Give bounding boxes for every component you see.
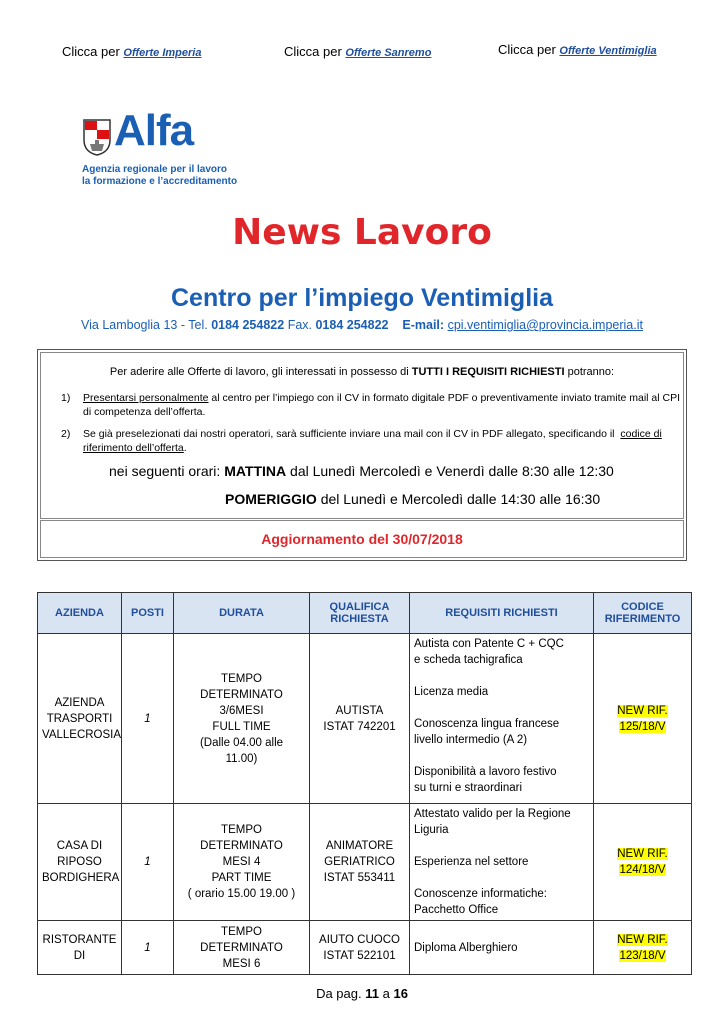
item2-underlined: codice di riferimento dell’offerta xyxy=(83,428,662,454)
top-link-imperia-group xyxy=(62,44,201,59)
update-panel xyxy=(40,520,684,558)
cell-azienda xyxy=(38,634,122,804)
codice-ref: 124/18/V xyxy=(619,864,666,876)
qualifica-line: ISTAT 553411 xyxy=(323,872,396,884)
codice-new-badge: NEW RIF. xyxy=(617,848,668,860)
link-offerte-sanremo[interactable]: Offerte Sanremo xyxy=(345,47,432,59)
hours1-post: dal Lunedì Mercoledì e Venerdì dalle 8:30 alle 12:30 xyxy=(290,463,614,479)
requisito-line: Licenza media xyxy=(414,686,489,698)
top-link-prefix: Clicca per xyxy=(62,44,120,59)
azienda-line: BORDIGHERA xyxy=(42,872,120,884)
logo-subtitle xyxy=(82,164,237,188)
intro-bold: TUTTI I REQUISITI RICHIESTI xyxy=(411,366,565,378)
footer-to: 16 xyxy=(393,986,408,1001)
qualifica-line: AIUTO CUOCO xyxy=(319,933,400,946)
table-row xyxy=(38,634,692,804)
item-number: 2) xyxy=(61,428,71,440)
footer-pre: Da pag. xyxy=(316,986,362,1001)
info-box xyxy=(37,349,687,561)
top-link-sanremo-group xyxy=(284,44,431,59)
cell-durata xyxy=(174,804,310,921)
hours2-bold: POMERIGGIO xyxy=(225,491,317,507)
durata-line: MESI 4 xyxy=(222,856,261,868)
link-offerte-ventimiglia[interactable]: Offerte Ventimiglia xyxy=(559,45,657,57)
durata-line: DETERMINATO xyxy=(200,941,283,954)
header-durata: DURATA xyxy=(174,593,310,634)
qualifica-line: ISTAT 742201 xyxy=(323,720,396,733)
requisito-line: livello intermedio (A 2) xyxy=(414,734,528,746)
codice-ref: 123/18/V xyxy=(619,949,666,962)
footer-from: 11 xyxy=(365,986,379,1001)
cell-azienda xyxy=(38,804,122,921)
alfa-logo xyxy=(80,106,250,192)
requisito-line: Disponibilità a lavoro festivo xyxy=(414,766,557,778)
top-link-prefix: Clicca per xyxy=(498,42,556,57)
item2-post: . xyxy=(183,442,187,454)
liguria-shield-icon xyxy=(82,116,112,156)
cell-posti: 1 xyxy=(122,804,174,921)
azienda-line: CASA DI xyxy=(56,840,103,852)
azienda-line: RIPOSO xyxy=(57,856,102,868)
header-qualifica: QUALIFICA RICHIESTA xyxy=(310,593,410,634)
durata-line: 3/6MESI xyxy=(219,704,264,717)
table-row xyxy=(38,921,692,975)
item1-rest: al centro per l’impiego con il CV in formato digitale PDF o preventivamente inviato tramite mail al CPI di competenza dell’offerta. xyxy=(83,392,681,418)
requisito-line: Autista con Patente C + CQC xyxy=(414,638,564,650)
hours-morning xyxy=(109,463,614,479)
cell-requisiti xyxy=(410,804,594,921)
durata-line: TEMPO xyxy=(221,824,262,836)
requisito-line: Conoscenze informatiche: xyxy=(414,888,547,900)
update-date: Aggiornamento del 30/07/2018 xyxy=(261,531,463,547)
cell-durata xyxy=(174,634,310,804)
codice-new-badge: NEW RIF. xyxy=(617,704,668,717)
page-range-footer xyxy=(0,986,724,1001)
contact-tel: 0184 254822 xyxy=(211,318,285,332)
qualifica-line: GERIATRICO xyxy=(324,856,395,868)
intro-text xyxy=(41,366,683,378)
codice-new-badge: NEW RIF. xyxy=(617,933,668,946)
hours-afternoon xyxy=(225,491,600,507)
requisito-line: Liguria xyxy=(414,824,449,836)
hours1-bold: MATTINA xyxy=(224,463,287,479)
durata-line: ( orario 15.00 19.00 ) xyxy=(187,888,296,900)
durata-line: DETERMINATO xyxy=(200,840,283,852)
azienda-line: DI xyxy=(73,949,86,962)
durata-line: (Dalle 04.00 alle xyxy=(199,736,284,749)
contact-email-label: E-mail: xyxy=(402,318,445,332)
header-azienda: AZIENDA xyxy=(38,593,122,634)
item1-underlined: Presentarsi personalmente xyxy=(83,392,209,404)
cell-durata xyxy=(174,921,310,975)
cell-qualifica xyxy=(310,634,410,804)
cell-codice xyxy=(594,634,692,804)
news-title: News Lavoro xyxy=(232,212,492,253)
requisito-line: Conoscenza lingua francese xyxy=(414,718,560,730)
item2-pre: Se già preselezionati dai nostri operatori, sarà sufficiente inviare una mail con il CV in PDF allegato, specificando il xyxy=(83,428,615,440)
cell-requisiti xyxy=(410,634,594,804)
codice-ref: 125/18/V xyxy=(619,720,666,733)
durata-line: 11.00) xyxy=(225,752,258,765)
qualifica-line: AUTISTA xyxy=(335,704,384,717)
azienda-line: RISTORANTE xyxy=(42,933,117,946)
cell-codice xyxy=(594,921,692,975)
contact-fax: 0184 254822 xyxy=(315,318,389,332)
item-text xyxy=(83,391,681,419)
cell-codice xyxy=(594,804,692,921)
logo-subtitle-line1: Agenzia regionale per il lavoro xyxy=(82,164,228,175)
azienda-line: TRASPORTI xyxy=(46,712,113,725)
cell-azienda xyxy=(38,921,122,975)
intro-pre: Per aderire alle Offerte di lavoro, gli interessati in possesso di xyxy=(109,366,409,378)
link-offerte-imperia[interactable]: Offerte Imperia xyxy=(123,47,202,59)
intro-post: potranno: xyxy=(567,366,615,378)
contact-email-link[interactable]: cpi.ventimiglia@provincia.imperia.it xyxy=(447,318,643,332)
durata-line: TEMPO xyxy=(221,925,262,938)
logo-brand: Alfa xyxy=(114,106,194,155)
footer-mid: a xyxy=(382,986,390,1001)
centro-title: Centro per l’impiego Ventimiglia xyxy=(170,284,553,312)
item-number: 1) xyxy=(61,392,71,404)
requisito-line: su turni e straordinari xyxy=(414,782,523,794)
cell-qualifica xyxy=(310,804,410,921)
cell-posti: 1 xyxy=(122,921,174,975)
azienda-line: VALLECROSIA xyxy=(42,728,122,741)
contact-line xyxy=(0,318,724,332)
durata-line: MESI 6 xyxy=(222,957,261,970)
top-link-prefix: Clicca per xyxy=(284,44,342,59)
cell-qualifica xyxy=(310,921,410,975)
qualifica-line: ANIMATORE xyxy=(325,840,394,852)
qualifica-line: ISTAT 522101 xyxy=(323,949,396,962)
contact-fax-label: Fax. xyxy=(287,318,312,332)
table-row xyxy=(38,804,692,921)
hours2-post: del Lunedì e Mercoledì dalle 14:30 alle 16:30 xyxy=(320,491,601,507)
cell-posti: 1 xyxy=(122,634,174,804)
header-posti: POSTI xyxy=(122,593,174,634)
azienda-line: AZIENDA xyxy=(54,696,105,709)
header-requisiti: REQUISITI RICHIESTI xyxy=(410,593,594,634)
jobs-table xyxy=(37,592,692,975)
requisito-line: Diploma Alberghiero xyxy=(414,941,518,954)
cell-requisiti xyxy=(410,921,594,975)
instructions-panel xyxy=(40,352,684,519)
hours1-pre: nei seguenti orari: xyxy=(109,463,221,479)
logo-subtitle-line2: la formazione e l’accreditamento xyxy=(82,176,238,187)
durata-line: FULL TIME xyxy=(212,720,271,733)
table-header-row xyxy=(38,593,692,634)
requisito-line: Pacchetto Office xyxy=(414,904,499,916)
durata-line: PART TIME xyxy=(211,872,272,884)
contact-address: Via Lamboglia 13 - Tel. xyxy=(81,318,208,332)
item-text xyxy=(83,427,681,455)
top-link-ventimiglia-group xyxy=(498,42,657,57)
durata-line: TEMPO xyxy=(221,672,262,685)
header-codice: CODICE RIFERIMENTO xyxy=(594,593,692,634)
requisito-line: Esperienza nel settore xyxy=(414,856,529,868)
durata-line: DETERMINATO xyxy=(200,688,283,701)
requisito-line: Attestato valido per la Regione xyxy=(414,808,571,820)
requisito-line: e scheda tachigrafica xyxy=(414,654,523,666)
